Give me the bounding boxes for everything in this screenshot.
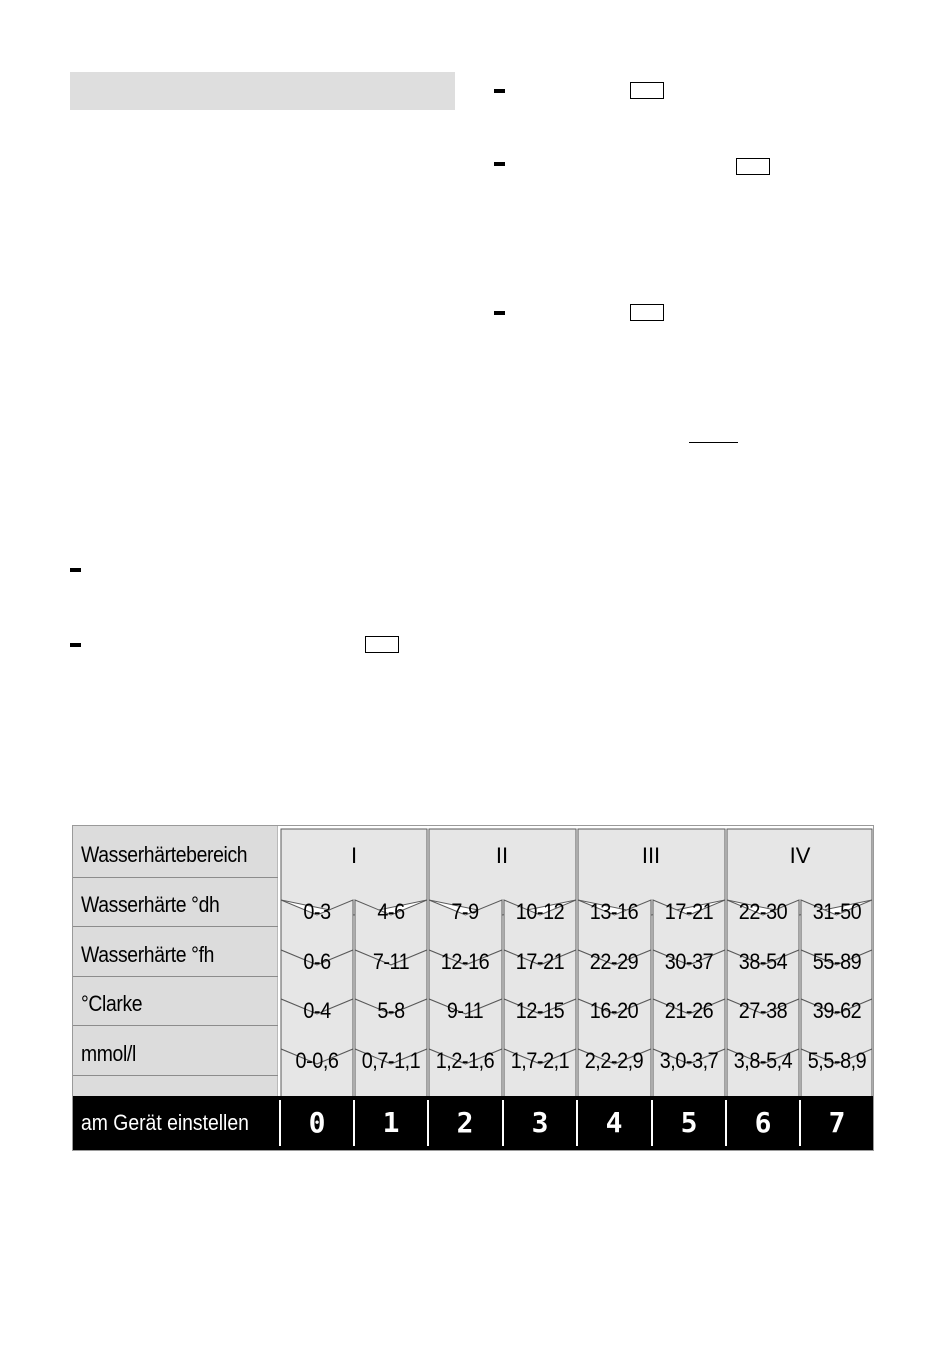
hardness-value-cell: 22-30 [738, 899, 788, 924]
setting-digit: 2 [456, 1106, 474, 1139]
hardness-value-cell: 4-6 [377, 899, 405, 924]
list-dash [494, 311, 505, 315]
hardness-value-cell: 0-0,6 [295, 1048, 339, 1073]
setting-digit: 5 [680, 1106, 698, 1139]
list-dash [70, 568, 81, 572]
setting-digit: 3 [531, 1106, 549, 1139]
hardness-value-cell: 7-9 [451, 899, 479, 924]
list-dash [70, 643, 81, 647]
hardness-value-cell: 17-21 [515, 949, 565, 974]
hardness-value-cell: 21-26 [664, 998, 714, 1023]
hardness-value-cell: 17-21 [664, 899, 714, 924]
hardness-value-cell: 2,2-2,9 [584, 1048, 644, 1073]
hardness-value-cell: 0-4 [303, 998, 331, 1023]
range-label-I: I [350, 843, 358, 868]
hardness-value-cell: 22-29 [589, 949, 639, 974]
hardness-value-cell: 5-8 [377, 998, 405, 1023]
hardness-value-cell: 3,0-3,7 [659, 1048, 719, 1073]
hardness-value-cell: 0-3 [303, 899, 331, 924]
list-dash [494, 89, 505, 93]
setting-digit: 7 [828, 1106, 846, 1139]
hardness-value-cell: 7-11 [372, 949, 410, 974]
underline-mark [689, 442, 738, 443]
hardness-value-cell: 30-37 [664, 949, 714, 974]
row-label-clarke: °Clarke [81, 991, 143, 1016]
hardness-value-cell: 27-38 [738, 998, 788, 1023]
key-symbol [365, 636, 399, 653]
key-symbol [630, 304, 664, 321]
hardness-value-cell: 13-16 [589, 899, 639, 924]
key-symbol [736, 158, 770, 175]
section-heading-bar [70, 72, 455, 110]
hardness-value-cell: 12-15 [515, 998, 565, 1023]
range-label-III: III [641, 843, 661, 868]
row-label-fh: Wasserhärte °fh [81, 942, 215, 967]
hardness-value-cell: 38-54 [738, 949, 788, 974]
hardness-value-cell: 16-20 [589, 998, 639, 1023]
hardness-value-cell: 9-11 [446, 998, 484, 1023]
hardness-value-cell: 39-62 [812, 998, 862, 1023]
setting-digit: 0 [308, 1106, 326, 1139]
setting-digit: 1 [382, 1106, 400, 1139]
range-label-II: II [495, 843, 509, 868]
row-label-range: Wasserhärtebereich [81, 842, 248, 867]
row-label-dh: Wasserhärte °dh [81, 892, 220, 917]
hardness-value-cell: 3,8-5,4 [733, 1048, 793, 1073]
hardness-value-cell: 55-89 [812, 949, 862, 974]
hardness-value-cell: 1,2-1,6 [435, 1048, 495, 1073]
hardness-value-cell: 0-6 [303, 949, 331, 974]
hardness-value-cell: 1,7-2,1 [510, 1048, 570, 1073]
setting-row [73, 1096, 873, 1150]
setting-digit: 4 [605, 1106, 623, 1139]
setting-digit: 6 [754, 1106, 772, 1139]
setting-label: am Gerät einstellen [81, 1110, 249, 1135]
list-dash [494, 162, 505, 166]
hardness-value-cell: 12-16 [440, 949, 490, 974]
range-label-IV: IV [789, 843, 811, 868]
hardness-value-cell: 0,7-1,1 [361, 1048, 421, 1073]
hardness-value-cell: 5,5-8,9 [807, 1048, 867, 1073]
water-hardness-table [72, 825, 874, 1151]
row-label-mmol: mmol/l [81, 1041, 136, 1066]
hardness-value-cell: 10-12 [515, 899, 565, 924]
hardness-value-cell: 31-50 [812, 899, 862, 924]
key-symbol [630, 82, 664, 99]
